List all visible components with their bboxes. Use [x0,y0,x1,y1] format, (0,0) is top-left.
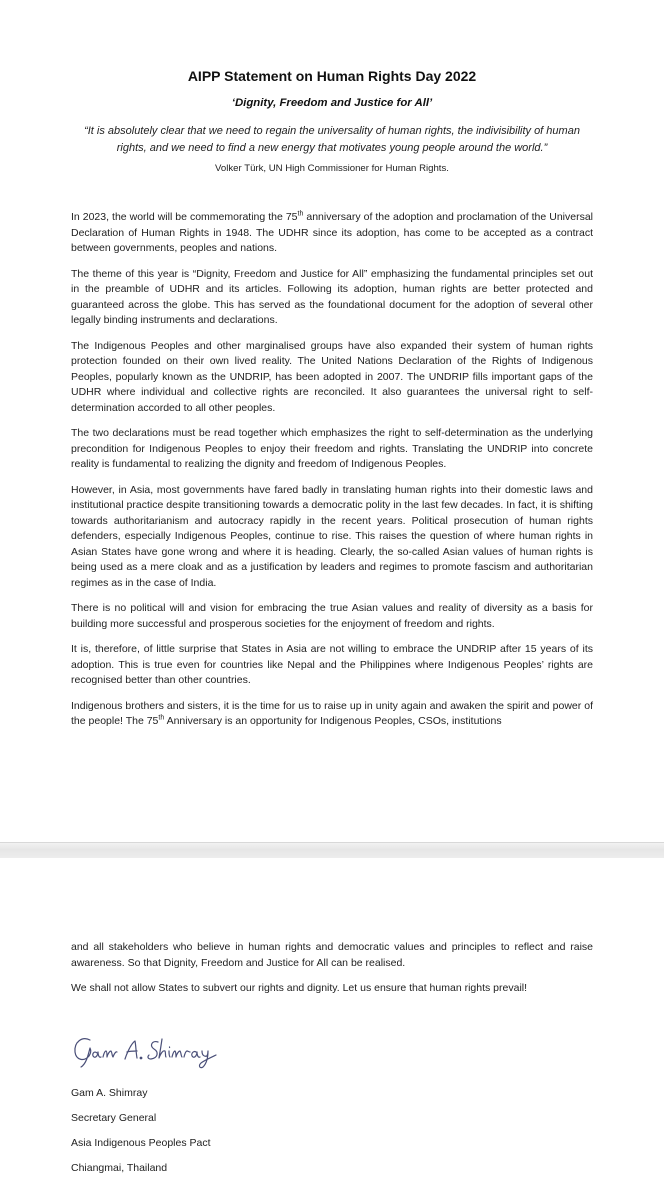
signatory-name: Gam A. Shimray [71,1087,148,1099]
handwritten-signature [70,1026,230,1071]
quote-attribution: Volker Türk, UN High Commissioner for Human Rights. [215,163,449,174]
paragraph-8: Indigenous brothers and sisters, it is the time for us to raise up in unity again and awaken the spirit and power of the people! The 75th Anniversary is an opportunity for Indigenous Peoples, CSOs, institutions [71,699,593,727]
paragraph-6: There is no political will and vision for embracing the true Asian values and reality of diversity as a basis for building more successful and prosperous societies for the enjoyment of freedom and rights. [71,602,593,630]
paragraph-1: In 2023, the world will be commemorating the 75th anniversary of the adoption and proclamation of the Universal Declaration of Human Rights in 1948. The UDHR since its adoption, has come to be accepted as a contract between governments, peoples and nations. [71,210,593,254]
opening-quote: “It is absolutely clear that we need to regain the universality of human rights, the indivisibility of human rights, and we need to find a new energy that motivates young people around the world.” [84,125,580,154]
document-title: AIPP Statement on Human Rights Day 2022 [187,68,477,84]
paragraph-4: The two declarations must be read together which emphasizes the right to self-determination as the underlying precondition for Indigenous Peoples to enjoy their freedom and rights. Translating the UNDRIP into concrete reality is fundamental to realizing the dignity and freedom of Indigenous Peoples. [71,427,593,470]
paragraph-2: The theme of this year is “Dignity, Freedom and Justice for All” emphasizing the fundamental principles set out in the preamble of UDHR and its articles. Following its adoption, human rights are better protected and guaranteed across the globe. This has served as the foundational document for the adoption of several other legally binding instruments and declarations. [71,267,593,326]
paragraph-9: and all stakeholders who believe in human rights and democratic values and principles to reflect and raise awareness. So that Dignity, Freedom and Justice for All can be realised. [71,941,593,969]
paragraph-7: It is, therefore, of little surprise that States in Asia are not willing to embrace the UNDRIP after 15 years of its adoption. This is true even for countries like Nepal and the Philippines where Indigenous Peoples’ rights are recognised better than other countries. [71,643,593,686]
statement-body-continued [71,940,593,1007]
document-subtitle: ‘Dignity, Freedom and Justice for All’ [231,97,433,109]
paragraph-5: However, in Asia, most governments have fared badly in translating human rights into their domestic laws and institutional practice despite transitioning towards a democratic polity in the last few decades. In fact, it is shifting towards authoritarianism and autocracy rapidly in the recent years. Political prosecution of human rights defenders, especially Indigenous Peoples, continue to rise. This raises the question of where human rights in Asian States have gone wrong and where it is heading. Clearly, the so-called Asian values of human rights is being used as a mere cloak and as a justification by leaders and regimes to promote fascism and authoritarian regimes as in the case of India. [71,483,593,589]
signatory-block [71,1086,371,1186]
signatory-location: Chiangmai, Thailand [71,1162,168,1174]
signatory-position: Secretary General [71,1112,157,1124]
paragraph-3: The Indigenous Peoples and other marginalised groups have also expanded their system of human rights protection founded on their own lived reality. The United Nations Declaration of the Rights of Indigenous Peoples, popularly known as the UNDRIP, has been adopted in 2007. The UNDRIP fills important gaps of the UDHR where individual and collective rights are reconciled. It also guarantees the universal right to self-determination accorded to all other peoples. [71,339,593,414]
signatory-organization: Asia Indigenous Peoples Pact [71,1137,211,1149]
document-page-2 [0,858,664,1200]
statement-body [71,210,593,740]
paragraph-10: We shall not allow States to subvert our rights and dignity. Let us ensure that human rights prevail! [71,982,528,994]
